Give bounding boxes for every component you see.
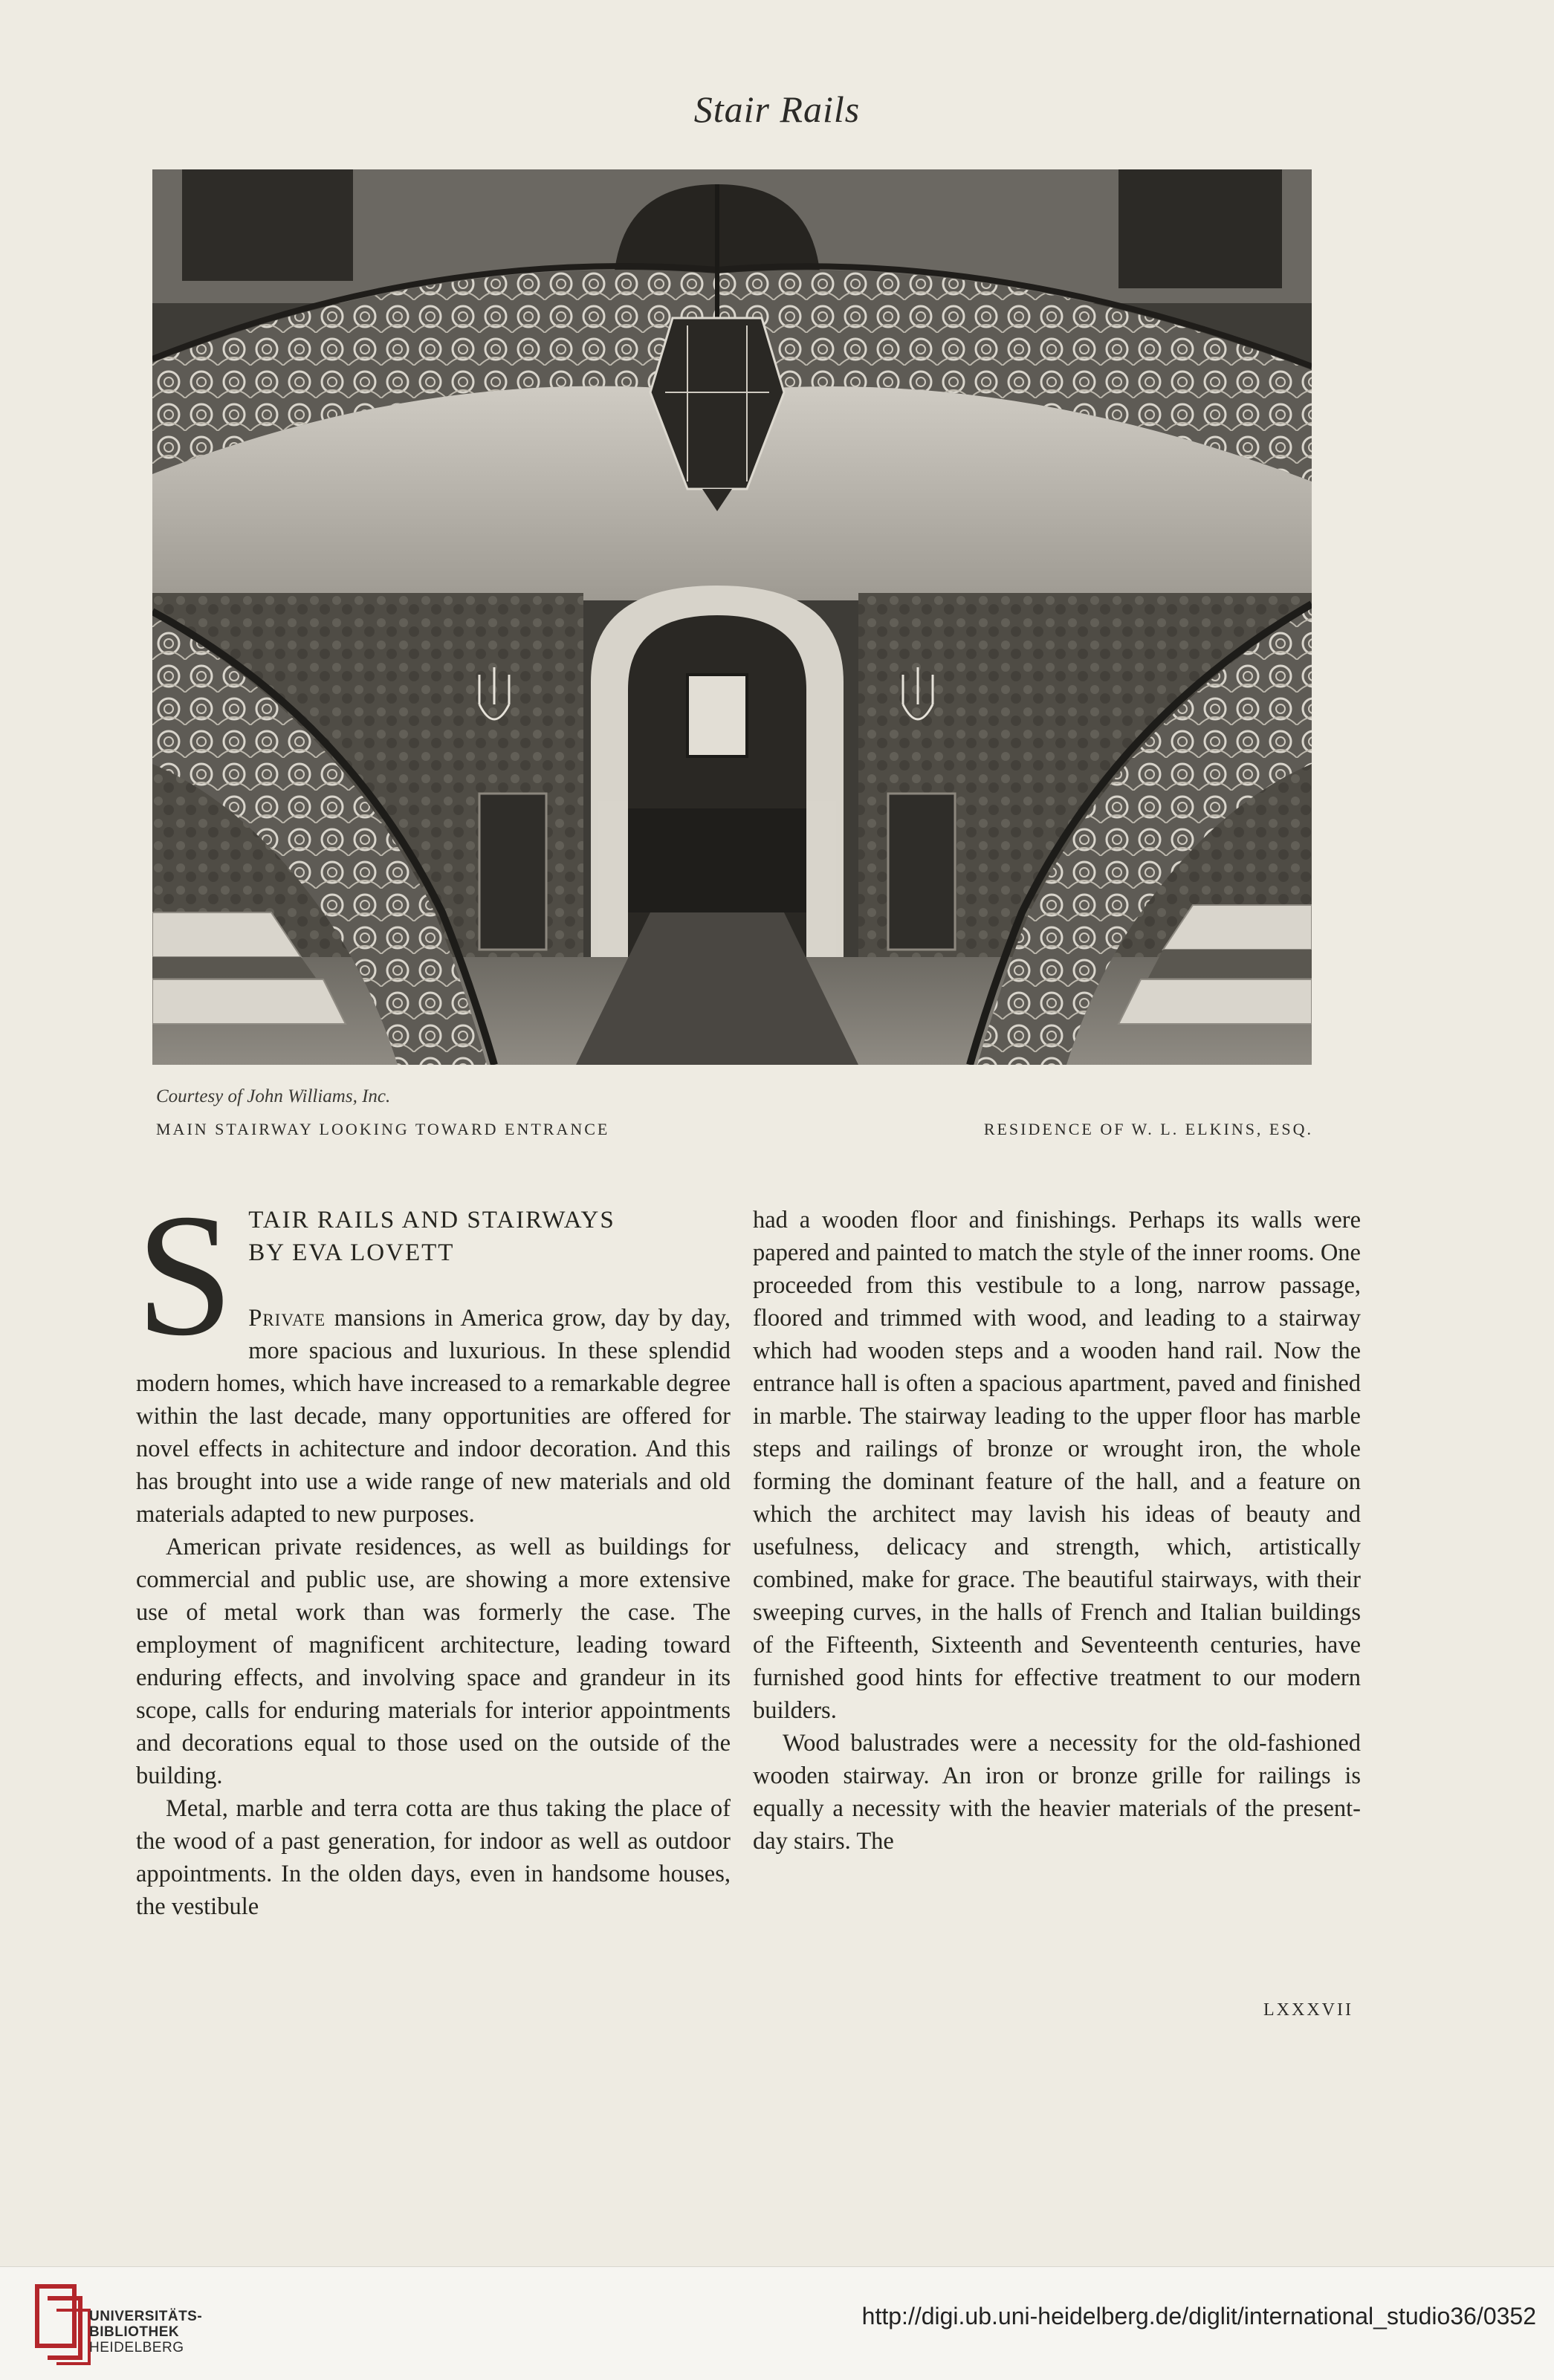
plate-location: RESIDENCE OF W. L. ELKINS, ESQ. [983, 1120, 1313, 1138]
paragraph-3-continued: had a wooden floor and finishings. Perhaps its walls were papered and painted to match the style of the inner rooms. One proceeded from this vestibule to a long, narrow passage, floored and trimmed with wood, and leading to a stairway which had wooden steps and a wooden hand rail. Now the entrance hall is often a spacious apartment, paved and finished in marble. The stairway leading to the upper floor has marble steps and railings of bronze or wrought iron, the whole forming the dominant feature of the hall, and a feature on which the architect may lavish his ideas of beauty and usefulness, delicacy and strength, which, artistically combined, make for grace. The beautiful stairways, with their sweeping curves, in the halls of French and Italian buildings of the Fifteenth, Sixteenth and Seventeenth centuries, have furnished good hints for effective treatment to our modern builders. [753, 1207, 1361, 1724]
stairway-photo-drawing [152, 169, 1312, 1065]
article-column-left [136, 1178, 731, 1923]
article-title: TAIR RAILS AND STAIRWAYS [248, 1207, 615, 1233]
library-name-line1: UNIVERSITÄTS- [89, 2309, 203, 2324]
library-name-line2: BIBLIOTHEK [89, 2324, 180, 2340]
library-logo-icon [33, 2283, 92, 2365]
lead-word: Private [248, 1305, 326, 1332]
stairway-photograph [152, 169, 1312, 1065]
library-name-line3: HEIDELBERG [89, 2340, 184, 2355]
drop-cap: S [136, 1178, 234, 1372]
paragraph-2: American private residences, as well as buildings for commercial and public use, are showing a more extensive use of metal work than was formerly the case. The employment of magnificent architecture, leading toward enduring effects, and involving space and grandeur in its scope, calls for enduring materials for interior appointments and decorations equal to those used on the outside of the building. [136, 1534, 731, 1789]
article-byline: BY EVA LOVETT [248, 1239, 455, 1266]
paragraph-4: Wood balustrades were a necessity for the old-fashioned wooden stairway. An iron or bronze grille for railings is equally a necessity with the heavier materials of the present-day stairs. The [753, 1730, 1361, 1855]
library-name [89, 2309, 202, 2355]
running-head: Stair Rails [693, 88, 861, 130]
photo-credit: Courtesy of John Williams, Inc. [156, 1086, 391, 1106]
source-url[interactable]: http://digi.ub.uni-heidelberg.de/diglit/international_studio36/0352 [861, 2303, 1536, 2329]
library-footer [0, 2266, 1554, 2380]
plate-caption: MAIN STAIRWAY LOOKING TOWARD ENTRANCE [156, 1120, 610, 1138]
article-column-right [753, 1204, 1361, 1858]
paragraph-1-text: mansions in America grow, day by day, more spacious and luxurious. In these splendid modern homes, which have increased to a remarkable degree within the last decade, many opportunities are offered for novel effects in achitecture and indoor decoration. And this has brought into use a wide range of new materials and old materials adapted to new purposes. [136, 1305, 731, 1528]
page-folio: LXXXVII [1263, 2000, 1353, 2020]
paragraph-3: Metal, marble and terra cotta are thus taking the place of the wood of a past generation, for indoor as well as outdoor appointments. In the olden days, even in handsome houses, the vestibule [136, 1795, 731, 1920]
